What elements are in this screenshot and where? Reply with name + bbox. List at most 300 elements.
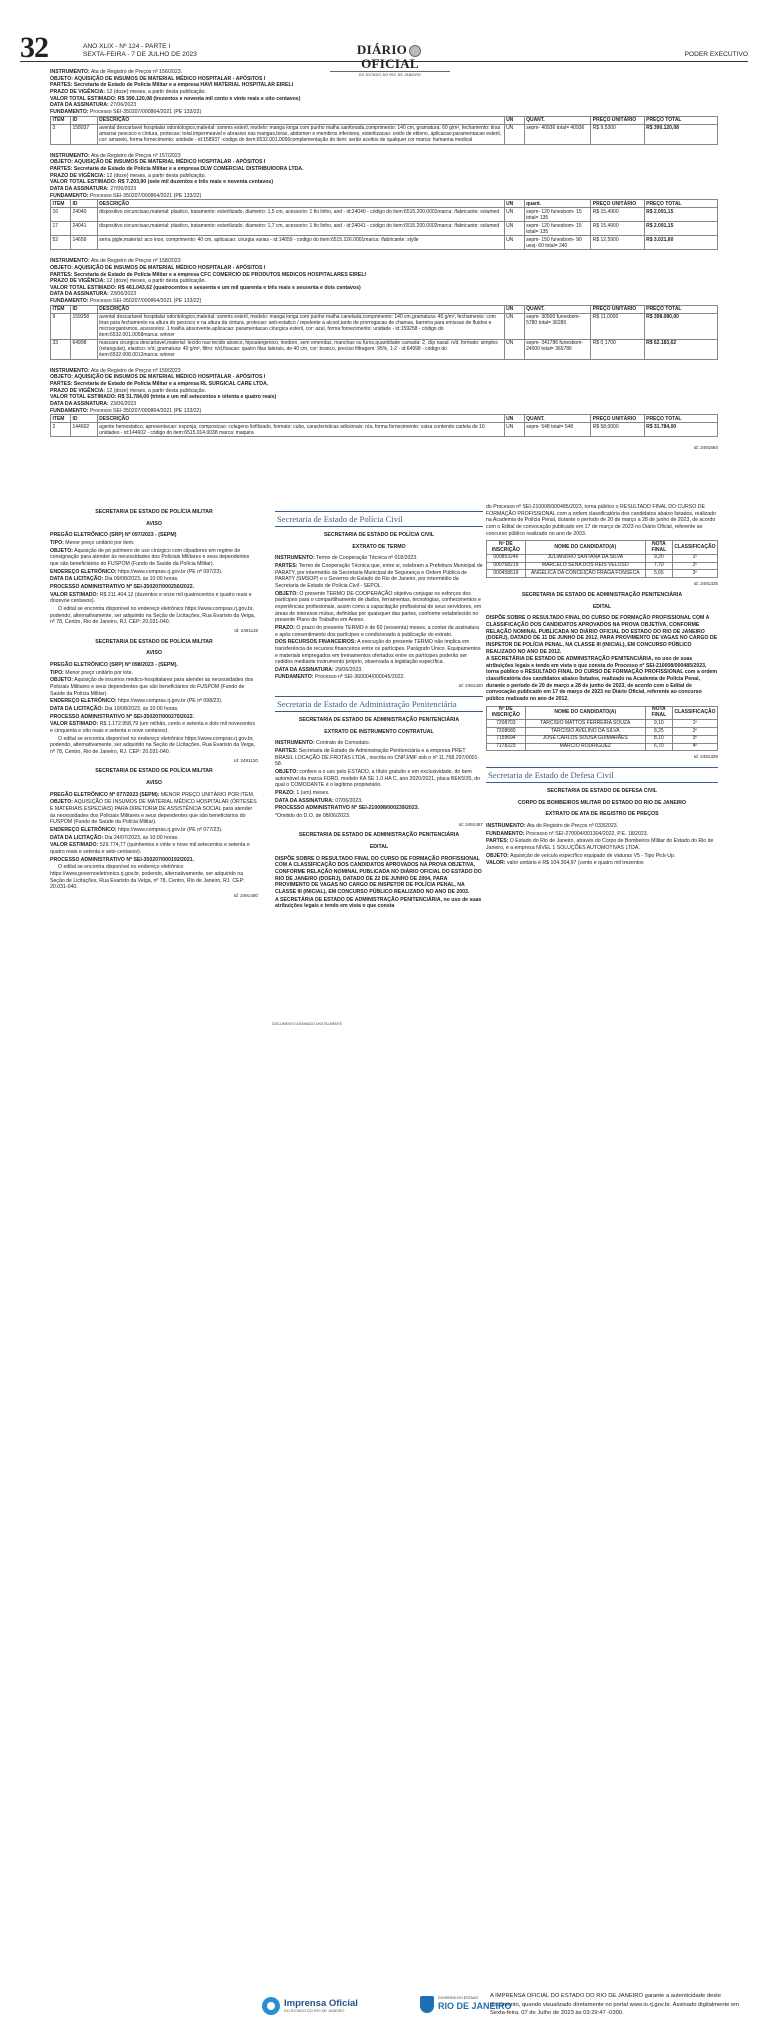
field-label: PARTES: [50, 381, 73, 388]
field-line [50, 76, 718, 83]
field-label: OBJETO: AQUISIÇÃO DE INSUMOS DE MATERIAL MÉDICO HOSPITALAR - APÓSITOS I [50, 75, 266, 82]
column-header: NOME DO CANDIDATO(A) [525, 541, 645, 555]
column-header: ID [71, 116, 98, 124]
field-label: INSTRUMENTO: [50, 152, 90, 159]
field-label: FUNDAMENTO: [50, 108, 89, 115]
field-line [486, 838, 718, 851]
field-value: 27/06/2023 [108, 102, 137, 109]
field-label: VALOR TOTAL ESTIMADO: [50, 179, 117, 186]
table-cell: 3 [51, 124, 71, 144]
masthead-diario: DIÁRIO [356, 42, 408, 57]
edital-text: A SECRETÁRIA DE ESTADO DE ADMINISTRAÇÃO PENITENCIÁRIA, no uso de suas atribuições legais e tendo em vista o que consta do Processo nº SEI-210008/000485/2023, torna público o RESULTADO FINAL DO CURSO DE FORMAÇÃO PROFISSIONAL com a ordem classificatória dos candidatos abaixo listados, realizado na Academia de Polícia Penal, durante o período de 20 de março a 28 de junho de 2023, de acordo com o Edital de convocação publicado em 17 de março de 2023 no Diário Oficial, referente ao concurso público realizado no ano de 2012. [486, 656, 718, 703]
column-header: NOME DO CANDIDATO(A) [525, 706, 645, 720]
imprensa-logo-icon [262, 1997, 280, 2015]
field-label: PARTES: [50, 165, 73, 172]
table-cell: 3º [672, 735, 717, 743]
government-logo-name: RIO DE JANEIRO [438, 2001, 512, 2011]
table-cell: JOSÉ CARLOS SOUSA GUIMARÃES [525, 735, 645, 743]
field-line [50, 82, 718, 89]
notice-text: 529.774,77 (quinhentos e vinte e nove mil setecentos e setenta e quatro reais e setenta e sete centavos). [50, 842, 250, 855]
table-cell: R$ 2.091,15 [644, 222, 717, 236]
notice-label: OBJETO: [50, 677, 73, 684]
field-label: PRAZO DE VIGÊNCIA: [50, 88, 106, 95]
field-value: 12 (doze) meses, a partir desta publicação. [105, 88, 206, 95]
table-cell: 14659 [71, 236, 98, 250]
field-value: Processo nº SEI-270004/001304/2022, P.E. 18/2023. [524, 830, 649, 837]
section-title: SECRETARIA DE ESTADO DE POLÍCIA MILITAR [95, 768, 213, 775]
notice-label: VALOR ESTIMADO: [50, 721, 99, 728]
column-header: QUANT. [524, 415, 591, 423]
table-cell: 33 [51, 339, 71, 359]
field-label: OBJETO: AQUISIÇÃO DE INSUMOS DE MATERIAL MÉDICO HOSPITALAR - APÓSITOS I [50, 264, 266, 271]
publication-id: Id: 2491119 [234, 627, 258, 633]
notice-text: Menor preço unitário por item. [63, 539, 135, 546]
notice-label: DATA DA LICITAÇÃO: [50, 834, 104, 841]
field-value: 12 (doze) meses, a partir desta publicação. [105, 172, 206, 179]
column-header: CLASSIFICAÇÃO [672, 706, 717, 720]
section-label: PODER EXECUTIVO [684, 51, 748, 58]
column-header: Nº DE INSCRIÇÃO [487, 541, 526, 555]
notice-label: PREGÃO ELETRÔNICO (SRP) Nº 097/2023 - (SEPM) [50, 532, 177, 539]
edital-title: EDITAL [592, 603, 612, 610]
field-label: VALOR TOTAL ESTIMADO: [50, 284, 117, 291]
table-row [487, 554, 718, 562]
field-label: FUNDAMENTO: [50, 298, 89, 305]
notice-title: AVISO [146, 780, 162, 787]
field-value: Processo SEI-350207/000864/2021 (PE 133/22) [88, 298, 202, 305]
table-cell: UN [504, 423, 524, 437]
table-header-row [51, 116, 718, 124]
field-value: 12 (doze) meses, a partir desta publicação. [105, 387, 206, 394]
table-cell: serra gigle,material: aco inox, comprimento: 40 cm, aplicacao: cirurgia varias - id:14659 - codigo do item:6515.226.0001marca: /fabricante: stylle [97, 236, 504, 250]
table-cell: R$ 2.091,15 [644, 208, 717, 222]
field-value: Ata de Registro de Preços nº 033/2023. [525, 823, 619, 830]
notice-line [50, 548, 258, 568]
extract-title: EXTRATO DE INSTRUMENTO CONTRATUAL [324, 728, 434, 735]
table-row [487, 570, 718, 578]
field-label: VALOR: [486, 860, 506, 867]
field-label: FUNDAMENTO: [50, 192, 89, 199]
ata-block [50, 69, 718, 145]
notice-label: VALOR ESTIMADO: [50, 591, 99, 598]
notice-line [50, 736, 258, 756]
field-value: Ata de Registro de Preços nº 158/2023 [89, 258, 181, 265]
section-title: SECRETARIA DE ESTADO DE ADMINISTRAÇÃO PENITENCIÁRIA [521, 591, 683, 598]
field-line [275, 798, 483, 805]
column-left [50, 504, 258, 903]
field-line [50, 69, 718, 76]
table-header-row [487, 541, 718, 555]
table-cell: UN [504, 313, 524, 339]
column-header: DESCRIÇÃO [97, 305, 504, 313]
field-line [486, 853, 718, 860]
table-row [487, 720, 718, 728]
table-cell: UN [504, 339, 524, 359]
notice-line [50, 698, 258, 705]
field-value: 27/06/2023 [108, 185, 137, 192]
extract-title: EXTRATO DE TERMO [352, 543, 406, 550]
column-header: Nº DE INSCRIÇÃO [487, 706, 526, 720]
column-header: CLASSIFICAÇÃO [672, 541, 717, 555]
notice-label: ENDEREÇO ELETRÔNICO: [50, 568, 117, 575]
field-label: INSTRUMENTO: [50, 258, 90, 265]
table-row [51, 208, 718, 222]
column-right [486, 504, 718, 868]
notice-title: AVISO [146, 650, 162, 657]
field-line [275, 667, 483, 674]
field-label: OBJETO: AQUISIÇÃO DE INSUMOS DE MATERIAL MÉDICO HOSPITALAR - APÓSITOS I [50, 374, 266, 381]
field-line [50, 374, 718, 381]
table-cell: 7159694 [487, 735, 526, 743]
column-header: DESCRIÇÃO [97, 116, 504, 124]
field-line [50, 186, 718, 193]
table-cell: sepm- 150 funesbom- 90 uesj- 60 total= 240 [524, 236, 591, 250]
field-label: PRAZO: [275, 624, 295, 631]
agency-header: Secretaria de Estado de Defesa Civil [486, 767, 718, 783]
field-line [50, 381, 718, 388]
table-cell: 9,20 [645, 554, 672, 562]
table-cell: 24040 [71, 208, 98, 222]
ata-block [50, 153, 718, 251]
items-table [50, 305, 718, 360]
masthead-oficial: OFICIAL [361, 56, 419, 72]
table-cell: 000853246 [487, 554, 526, 562]
column-header: DESCRIÇÃO [97, 200, 504, 208]
items-table [50, 414, 718, 437]
column-header: DESCRIÇÃO [97, 415, 504, 423]
notice-label: PROCESSO ADMINISTRATIVO Nº SEI-350207/000250/2022. [50, 583, 195, 590]
field-line [275, 813, 483, 820]
notice-line [50, 540, 258, 547]
notice-line [50, 670, 258, 677]
field-label: PROCESSO ADMINISTRATIVO Nº SEI-210098/000239/2023. [275, 805, 420, 812]
ata-block [50, 368, 718, 438]
table-cell: dispositivo circuncisao,material: plastico, tratamento: esterilizado, diametro: 1,5 cm, acessorio: 1 fio linho, and - id:24040 - código do item:6515.200.0001marca: /fabricante: solumed [97, 208, 504, 222]
field-label: PARTES: [50, 271, 73, 278]
field-line [275, 769, 483, 789]
table-cell: R$ 12,5900 [591, 236, 644, 250]
notice-text: O edital se encontra disponível no endereço eletrônico https://www.compras.rj.gov.br, podendo, alternativamente, ser adquirido na Seção de Licitações, Rua Evaristo da Veiga, nº 78, Centro, Rio de Janeiro, RJ. CEP: 20.031-040. [50, 735, 256, 755]
field-line [486, 860, 718, 867]
field-line [275, 805, 483, 812]
field-value: Aquisição de veículo específico equipado de viaturas V5 - Tipo Pick-Up. [508, 852, 676, 859]
edital-summary: DISPÕE SOBRE O RESULTADO FINAL DO CURSO DE FORMAÇÃO PROFISSIONAL COM A CLASSIFICAÇÃO DOS CANDIDATOS APROVADOS NA PROVA OBJETIVA, CONFORME RELAÇÃO NOMINAL PUBLICADA NO DIÁRIO OFICIAL DO ESTADO DO RIO DE JANEIRO (DOERJ), DATADO DE 11 DE JUNHO DE 2012, PARA PROVIMENTO DE VAGAS NO CARGO DE INSPETOR DE POLÍCIA PENAL, NA CLASSE III (INICIAL), EM CONCURSO PÚBLICO REALIZADO NO ANO DE 2012. [486, 615, 718, 655]
column-header: UN [504, 305, 524, 313]
field-value: 23/06/2023 [108, 401, 137, 408]
notice-line [50, 857, 258, 864]
results-table [486, 540, 718, 578]
field-value: O prazo do presente TERMO é de 60 (sessenta) meses, a contar da assinatura e após consentimento dos partícipes e condicionado à publicação do extrato. [275, 624, 480, 638]
table-cell: MARCELO SENA DOS REIS VELOSO [525, 562, 645, 570]
digital-signature-label: DOCUMENTO ASSINADO DIGITALMENTE [272, 1022, 343, 1026]
field-value: A execução do presente TERMO não implica em transferência de recursos financeiros entre os partícipes. Parágrafo Único. Equipamentos e materiais empregados em treinamentos ofertados entre os partícipes poderão ser cedidos mediante instrumento próprio, observada a legislação específica. [275, 639, 481, 666]
field-line [275, 674, 483, 681]
table-cell: 8,10 [645, 735, 672, 743]
column-header: UN [504, 415, 524, 423]
table-cell: R$ 9,5300 [591, 124, 644, 144]
masthead-subtitle: DO ESTADO DO RIO DE JANEIRO [330, 71, 450, 77]
extract-title: EXTRATO DE ATA DE REGISTRO DE PREÇOS [545, 811, 659, 818]
section-title: SECRETARIA DE ESTADO DE POLÍCIA CIVIL [323, 532, 435, 538]
table-cell: 1º [672, 554, 717, 562]
table-cell: 9,10 [645, 720, 672, 728]
publication-id: Id: 2491325 [693, 581, 718, 587]
notice-line [50, 569, 258, 576]
field-value: 07/06/2023. [333, 797, 363, 804]
field-line [275, 748, 483, 768]
field-value: *Omitido do D.O. de 08/06/2023. [275, 812, 351, 819]
section-title: SECRETARIA DE ESTADO DE ADMINISTRAÇÃO PENITENCIÁRIA [298, 832, 460, 839]
field-value: Secretaria de Estado de Administração Penitenciária e a empresa PRET BRASIL LOCAÇÃO DE FROTAS LTDA., inscrita no CNPJ/MF sob o nº 11.768.297/0001-58. [275, 747, 480, 768]
field-label: PARTES: [486, 838, 509, 845]
publication-id: Id: 2491584 [693, 445, 718, 451]
field-line [50, 298, 718, 305]
field-label: PRAZO DE VIGÊNCIA: [50, 278, 106, 285]
notice-label: PROCESSO ADMINISTRATIVO Nº SEI-350207/000270/2022. [50, 713, 195, 720]
table-cell: R$ 15,4900 [591, 222, 644, 236]
table-row [51, 124, 718, 144]
field-value-bold: R$ 461.043,62 (quatrocentos e sessenta e um mil quarenta e três reais e sessenta e dois centavos) [116, 284, 361, 291]
section-title: SECRETARIA DE ESTADO DE POLÍCIA MILITAR [95, 509, 213, 515]
field-line [275, 740, 483, 747]
table-cell: 158937 [71, 124, 98, 144]
field-value-bold: R$ 31.784,00 (trinta e um mil setecentos e oitenta e quatro reais) [116, 394, 277, 401]
notice-text: https://www.compras.rj.gov.br (PE nº 077/23). [116, 827, 223, 834]
field-value: 29/06/2023. [333, 666, 363, 673]
column-header: PREÇO TOTAL [644, 415, 717, 423]
notice-text: Dia 24/07/2023, às 10:00 horas. [103, 834, 179, 841]
table-cell: avental descartavel hospitalar odontologico,material: ssmms esteril, modelo: manga longa com punho malha sanfonada,comprimento: 140 cm, gramatura: 60 g/m², fechamento: tiras amarrar pescoco e cintura, protecao: total impermeavel e abrasivo nas mangas,torax, abdomen e membros inferiores, esterilizacao: oxido de etileno, aplicacao:paramentacao esteril, cor: amarelo, forma fornecimento: unidade - id:158937 -codigo do item:6532.001.0056complementação do item: serão aceitos de qualquer cor marca: humanna medical [97, 124, 504, 144]
field-line [275, 790, 483, 797]
table-cell: 52 [51, 236, 71, 250]
table-cell: R$ 15,4900 [591, 208, 644, 222]
notice-line [50, 827, 258, 834]
publication-id: Id: 2491457 [458, 821, 483, 827]
table-cell: R$ 398.080,00 [644, 313, 717, 339]
field-label: PRAZO DE VIGÊNCIA: [50, 387, 106, 394]
notice-text: Dia 10/08/2023, às 10:00 horas. [103, 705, 179, 712]
table-cell: 4º [672, 743, 717, 751]
notice-text: Aquisição de pó polímero de uso cirúrgico com cilpadores em regime de consignação para atender às necessidades dos Policiais Militares e seus dependentes que são beneficiários do FUSPOM (Fundo de Saúde da Polícia Militar). [50, 547, 250, 567]
table-cell: R$ 31.784,00 [644, 423, 717, 437]
notice-text: R$ 1.172.958,79 (um milhão, cento e setenta e dois mil novecentos e cinquenta e oito reais e setenta e nove centavos). [50, 721, 255, 734]
table-cell: 2º [672, 728, 717, 736]
table-cell: avental descartavel hospitalar odontologico,material: ssmms esteril, modelo: manga longa com punho malha canelada,comprimento: 140 cm,gramatura: 40 g/m², fechamento: com tiras para fechamento na altura do pescoco e na altura da cintura, protecao: anti-estatico / repelente a alcool,tanto de prorrogacao de chamas, barreira para emissao de fluidos e microorganismos, acessorios: 1 toalha absorvente,aplicacao: paramentacao cirurgica esteril, cor: azul, forma fornecimento: unidade - id:159258 - código do item:6532.001.0058marca: winner [97, 313, 504, 339]
column-middle [275, 504, 483, 911]
field-line [486, 831, 718, 838]
field-line [50, 278, 718, 285]
publication-id: Id: 2491120 [234, 757, 258, 763]
government-logo-top: GOVERNO DO ESTADO [438, 1996, 479, 2000]
notice-line [50, 662, 258, 669]
field-value-bold: Secretaria de Estado de Polícia Militar e a empresa RL SURGICAL CARE LTDA. [72, 381, 269, 388]
notice-text: O edital se encontra disponível no endereço eletrônico https://www.governoeletronico.rj.gov.br, podendo, alternativamente, ser adquirido na Seção de Licitações, Rua Evaristo da Veiga, nº 78, Centro, Rio de Janeiro, RJ. CEP: 20.031-040. [50, 864, 245, 891]
field-value: O Estado do Rio de Janeiro, através do Corpo de Bombeiros Militar do Estado do Rio de Janeiro, e a empresa NIVEL 1 SOLUÇÕES AUTOMOTIVAS LTDA. [486, 838, 714, 852]
table-cell: 000768219 [487, 562, 526, 570]
table-cell: UN [504, 208, 524, 222]
notice-label: OBJETO: [50, 547, 73, 554]
field-value: 12 (doze) meses, a partir desta publicação. [105, 278, 206, 285]
table-cell: 000458619 [487, 570, 526, 578]
field-label: DOS RECURSOS FINANCEIROS: [275, 639, 356, 646]
field-label: INSTRUMENTO: [275, 740, 315, 747]
notice-line [50, 532, 258, 539]
field-value: Ata de Registro de Preços nº 157/2023 [89, 152, 181, 159]
table-header-row [51, 200, 718, 208]
field-line [50, 285, 718, 292]
table-cell: R$ 11,0000 [591, 313, 644, 339]
notice-text: https://www.compras.rj.gov.br (PE nº 097/23). [116, 568, 223, 575]
table-cell: 16 [51, 208, 71, 222]
field-label: INSTRUMENTO: [50, 69, 90, 75]
table-cell: R$ 3.021,60 [644, 236, 717, 250]
notice-title: AVISO [146, 520, 162, 527]
field-label: PRAZO DE VIGÊNCIA: [50, 172, 106, 179]
table-cell: 3º [672, 570, 717, 578]
table-cell: R$ 62.183,62 [644, 339, 717, 359]
field-line [50, 265, 718, 272]
notice-text: Menor preço unitário por lote. [63, 669, 134, 676]
table-cell: ANGÉLICA DA CONCEIÇÃO FRAGA FONSECA [525, 570, 645, 578]
field-label: PARTES: [275, 747, 298, 754]
field-line [486, 823, 718, 830]
table-cell: 1º [672, 720, 717, 728]
field-label: PRAZO: [275, 789, 295, 796]
column-header: ID [71, 305, 98, 313]
field-line [50, 408, 718, 415]
table-cell: UN [504, 236, 524, 250]
field-label: INSTRUMENTO: [486, 823, 526, 830]
table-row [51, 313, 718, 339]
column-header: NOTA FINAL [645, 541, 672, 555]
notice-label: ENDEREÇO ELETRÔNICO: [50, 698, 117, 705]
table-cell: R$ 390.120,08 [644, 124, 717, 144]
table-cell: UN [504, 222, 524, 236]
edital-title: EDITAL [369, 844, 389, 851]
field-line [275, 625, 483, 638]
field-line [275, 563, 483, 590]
notice-line [50, 592, 258, 605]
table-cell: 159258 [71, 313, 98, 339]
field-line [275, 555, 483, 562]
field-value: 23/06/2023 [108, 291, 137, 298]
column-header: PREÇO UNITÁRIO [591, 116, 644, 124]
page-number: 32 [20, 31, 48, 64]
field-line [50, 102, 718, 109]
field-label: PARTES: [50, 82, 73, 89]
edition-line: ANO XLIX - Nº 124 - PARTE I [83, 43, 171, 50]
notice-text: https://www.compras.rj.gov.br (PE nº 098/23). [116, 698, 223, 705]
notice-text: AQUISIÇÃO DE INSUMOS DE MATERIAL MÉDICO HOSPITALAR (ÓRTESES E MATERIAIS ESPECIAIS) PARA DIRETORIA DE ASSISTÊNCIA SOCIAL para atender às necessidades dos Policiais Militares e seus dependentes que são beneficiários do FUSPOM (Fundo de Saúde da Polícia Militar). [50, 799, 257, 826]
column-header: ID [71, 200, 98, 208]
items-table [50, 116, 718, 145]
field-line [50, 179, 718, 186]
column-header: quant. [524, 200, 591, 208]
column-header: PREÇO UNITÁRIO [591, 200, 644, 208]
table-row [487, 562, 718, 570]
table-header-row [51, 415, 718, 423]
notice-line [50, 576, 258, 583]
results-table [486, 706, 718, 752]
field-line [50, 89, 718, 96]
section-title: SECRETARIA DE ESTADO DE ADMINISTRAÇÃO PENITENCIÁRIA [298, 717, 460, 723]
notice-label: DATA DA LICITAÇÃO: [50, 705, 104, 712]
table-cell: sepm- 341786 funesbom- 24000 total= 365786 [524, 339, 591, 359]
column-header: UN [504, 116, 524, 124]
field-value: Processo nº SEI-360004/000045/2022. [313, 674, 405, 681]
edition-info [83, 43, 197, 59]
field-line [50, 193, 718, 200]
field-value-bold: R$ 7.203,90 (sete mil duzentos e três reais e noventa centavos) [116, 179, 274, 186]
table-cell: 7,70 [645, 562, 672, 570]
ata-block [50, 258, 718, 360]
column-header: NOTA FINAL [645, 706, 672, 720]
field-value: confere a o uso pelo ESTADO, a título gratuito e em exclusividade, do bem automóvel da marca FORD, modelo KA SE 1.0 HA C, ano 2020/2021, placa BEK5I35, do qual o COMODANTE é o legítimo proprietário. [275, 768, 481, 789]
table-cell: sepm- 120 funesbom- 15 total= 135 [524, 208, 591, 222]
notice-line [50, 584, 258, 591]
table-cell: TARCISIO AVELINO DA SILVA [525, 728, 645, 736]
table-cell: sepm- 548 total= 548 [524, 423, 591, 437]
table-cell: 7208703 [487, 720, 526, 728]
field-label: OBJETO: [486, 852, 509, 859]
field-label: DATA DA ASSINATURA: [275, 666, 334, 673]
table-cell: UN [504, 124, 524, 144]
field-value-bold: Secretaria de Estado de Polícia Militar e a empresa CFC COMERCIO DE PRODUTOS MEDICOS HOSPITALARES EIRELI [72, 271, 366, 278]
field-value: Contrato de Comodato. [314, 740, 371, 747]
field-label: DATA DA ASSINATURA: [50, 291, 109, 298]
field-label: DATA DA ASSINATURA: [275, 797, 334, 804]
column-header: ITEM [51, 116, 71, 124]
notice-label: DATA DA LICITAÇÃO: [50, 576, 104, 583]
table-cell: 5,65 [645, 570, 672, 578]
table-row [487, 735, 718, 743]
notice-text: Dia 09/08/2023, às 10:00 horas. [103, 576, 179, 583]
column-header: QUANT. [524, 305, 591, 313]
notice-text: O edital se encontra disponível no endereço eletrônico https://www.compras.rj.gov.br, podendo, alternativamente, ser adquirido na Seção de Licitações, Rua Evaristo da Veiga, nº 78, Centro, Rio de Janeiro, RJ. CEP: 20.031-040. [50, 605, 256, 626]
page-footer [0, 994, 768, 2017]
publication-id: Id: 2491400 [233, 892, 258, 898]
field-label: VALOR TOTAL ESTIMADO: [50, 394, 117, 401]
section-title: CORPO DE BOMBEIROS MILITAR DO ESTADO DO RIO DE JANEIRO [517, 799, 687, 806]
notice-label: ENDEREÇO ELETRÔNICO: [50, 827, 117, 834]
field-value: Processo SEI-350207/000864/2021 (PE 133/22) [88, 192, 202, 199]
notice-label: PREGÃO ELETRÔNICO Nº 077/2023 (SEPM): [50, 791, 160, 798]
field-label: FUNDAMENTO: [275, 674, 314, 681]
items-table [50, 199, 718, 250]
notice-line [50, 706, 258, 713]
field-label: PARTES: [275, 562, 298, 569]
notice-label: VALOR ESTIMADO: [50, 842, 99, 849]
table-cell: 24041 [71, 222, 98, 236]
table-cell: 9 [51, 313, 71, 339]
table-cell: R$ 58,0000 [591, 423, 644, 437]
field-label: DATA DA ASSINATURA: [50, 185, 109, 192]
field-value: Termo de Cooperação Técnica nº 018/2023. [314, 555, 418, 562]
table-cell: MÁRCIO RODRIGUEZ [525, 743, 645, 751]
table-row [51, 236, 718, 250]
field-label: OBJETO: [275, 768, 298, 775]
edital-text: A SECRETÁRIA DE ESTADO DE ADMINISTRAÇÃO PENITENCIÁRIA, no uso de suas atribuições legais e tendo em vista o que consta [275, 896, 482, 910]
field-value: Ata de Registro de Preços nº 159/2023 [89, 367, 181, 374]
field-label: DATA DA ASSINATURA: [50, 401, 109, 408]
field-label: INSTRUMENTO: [275, 555, 315, 562]
column-header: PREÇO UNITÁRIO [591, 415, 644, 423]
column-header: ITEM [51, 305, 71, 313]
field-line [50, 291, 718, 298]
publication-id: Id: 2491320 [458, 683, 483, 689]
table-row [51, 423, 718, 437]
field-label: OBJETO: [275, 590, 298, 597]
